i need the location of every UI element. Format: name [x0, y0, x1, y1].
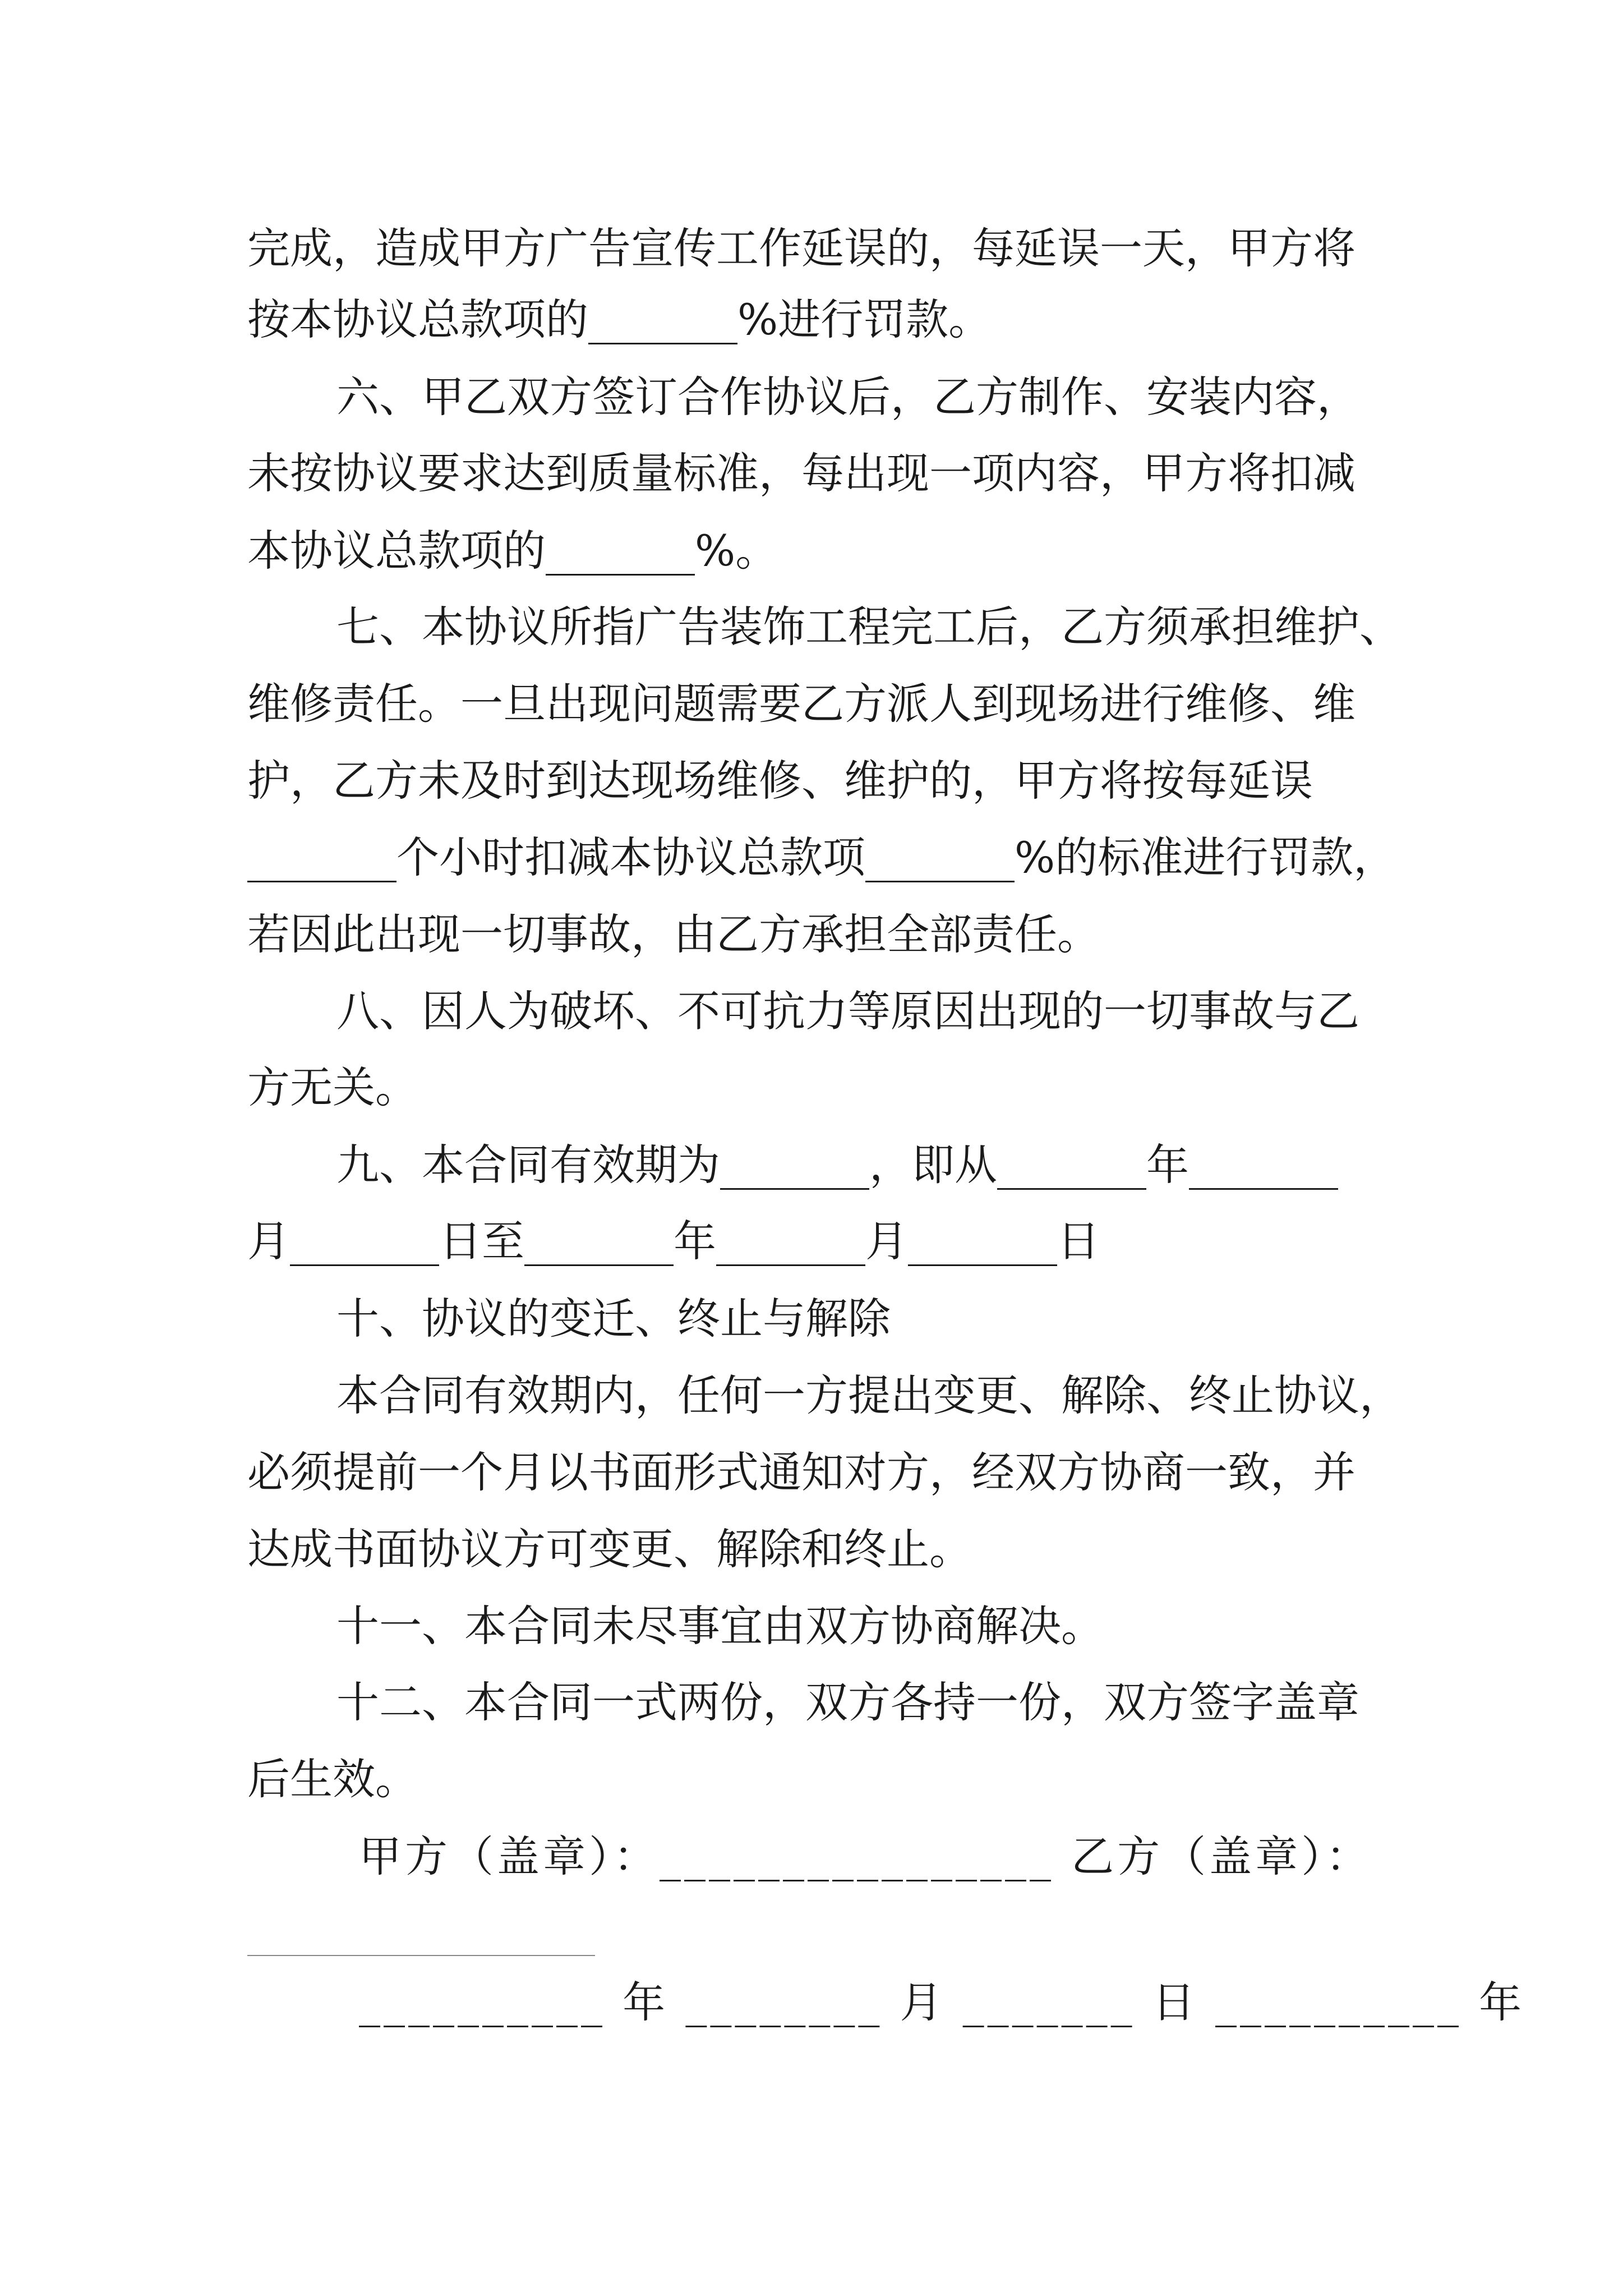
- paragraph-7-line-4: _______个小时扣减本协议总款项_______%的标准进行罚款，: [247, 832, 1396, 882]
- paragraph-7-line-3: 护，乙方未及时到达现场维修、维护的，甲方将按每延误: [247, 756, 1313, 806]
- paragraph-11: 十一、本合同未尽事宜由双方协商解决。: [336, 1601, 1104, 1651]
- paragraph-7-line-5: 若因此出现一切事故，由乙方承担全部责任。: [247, 909, 1100, 959]
- paragraph-5-tail-line-1: 完成，造成甲方广告宣传工作延误的，每延误一天，甲方将: [247, 223, 1355, 273]
- paragraph-9-line-1: 九、本合同有效期为_______，即从_______年_______: [336, 1140, 1338, 1190]
- paragraph-7-line-2: 维修责任。一旦出现问题需要乙方派人到现场进行维修、维: [247, 679, 1355, 729]
- paragraph-9-line-2: 月_______日至_______年_______月_______日: [247, 1216, 1100, 1266]
- paragraph-8-line-1: 八、因人为破坏、不可抗力等原因出现的一切事故与乙: [336, 986, 1359, 1036]
- paragraph-12-line-2: 后生效。: [247, 1754, 418, 1804]
- signature-underline-divider: [247, 1955, 595, 1956]
- paragraph-10-line-1: 本合同有效期内，任何一方提出变更、解除、终止协议，: [336, 1370, 1402, 1420]
- paragraph-12-line-1: 十二、本合同一式两份，双方各持一份，双方签字盖章: [336, 1677, 1359, 1727]
- paragraph-6-line-2: 未按协议要求达到质量标准，每出现一项内容，甲方将扣减: [247, 448, 1355, 498]
- paragraph-10-line-3: 达成书面协议方可变更、解除和终止。: [247, 1524, 972, 1574]
- signature-line: 甲方（盖章）：________________ 乙方（盖章）：: [359, 1832, 1372, 1881]
- paragraph-10-heading: 十、协议的变迁、终止与解除: [336, 1294, 891, 1343]
- paragraph-7-line-1: 七、本协议所指广告装饰工程完工后，乙方须承担维护、: [336, 602, 1402, 652]
- paragraph-5-tail-line-2: 按本协议总款项的_______%进行罚款。: [247, 295, 992, 344]
- paragraph-10-line-2: 必须提前一个月以书面形式通知对方，经双方协商一致，并: [247, 1447, 1355, 1497]
- paragraph-8-line-2: 方无关。: [247, 1062, 418, 1112]
- paragraph-6-line-3: 本协议总款项的_______%。: [247, 526, 778, 576]
- date-line: __________ 年 ________ 月 _______ 日 __________ 年: [359, 1977, 1525, 2027]
- paragraph-6-line-1: 六、甲乙双方签订合作协议后，乙方制作、安装内容，: [336, 372, 1359, 422]
